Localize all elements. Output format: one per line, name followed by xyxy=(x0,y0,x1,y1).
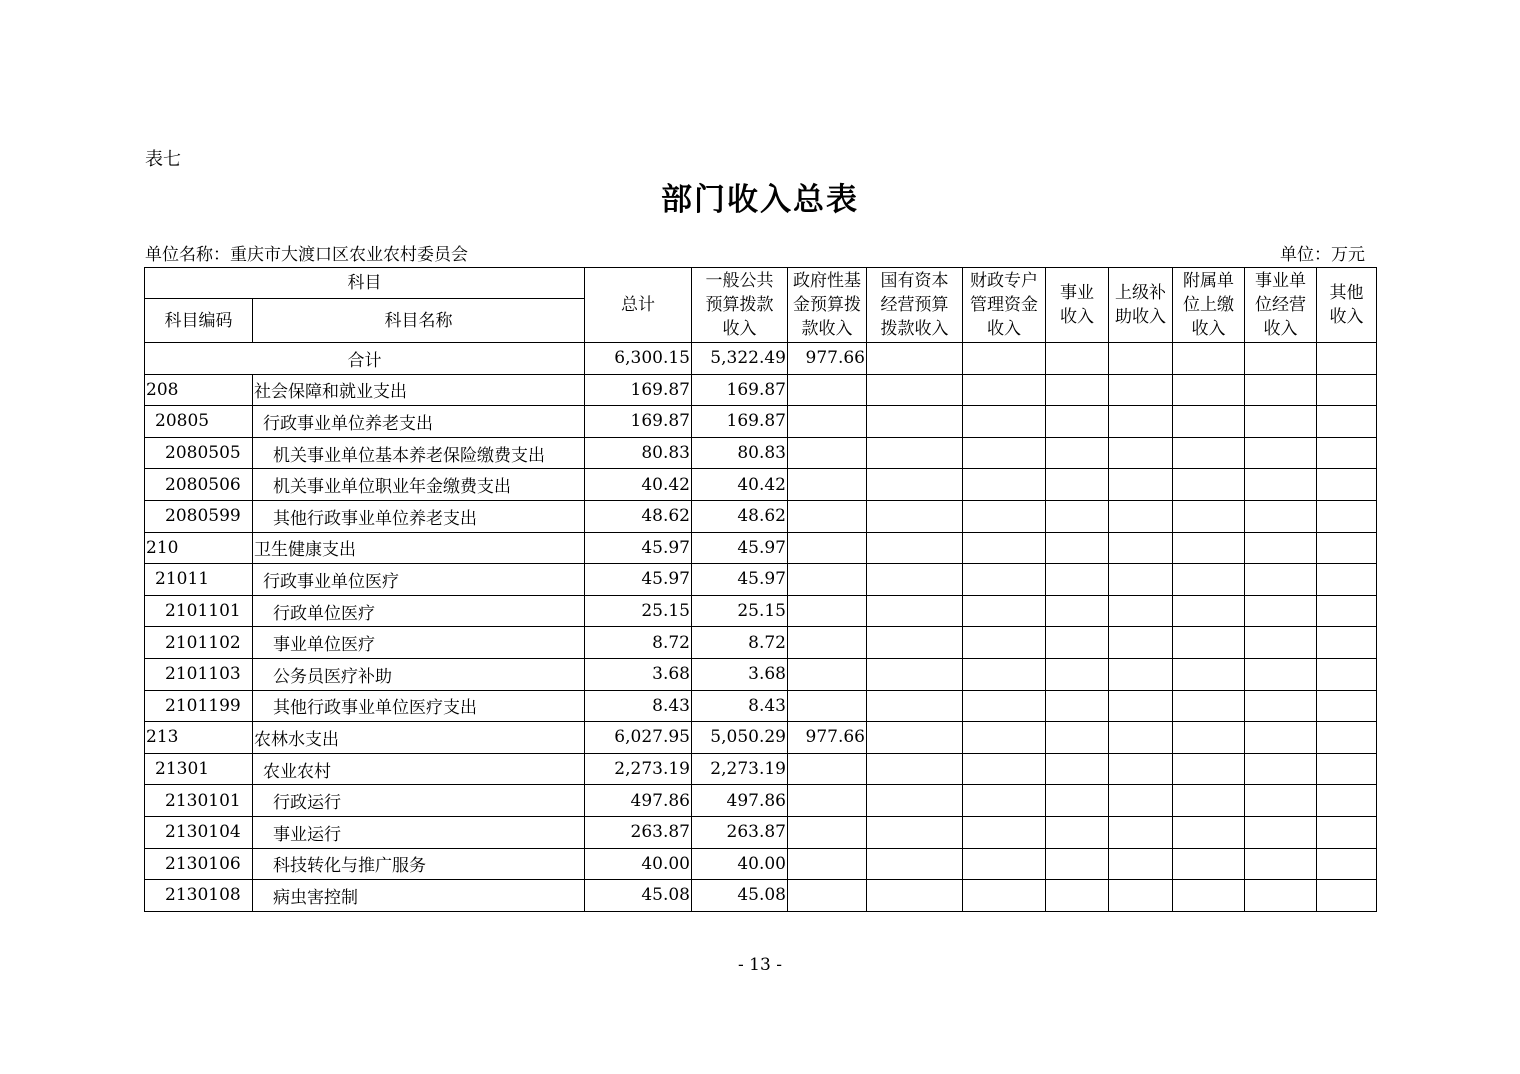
row-name: 机关事业单位基本养老保险缴费支出 xyxy=(253,437,585,469)
row-general: 263.87 xyxy=(692,816,788,848)
empty-cell xyxy=(1109,564,1173,596)
row-name: 事业单位医疗 xyxy=(253,627,585,659)
empty-cell xyxy=(1046,500,1109,532)
row-gov-fund xyxy=(788,848,867,880)
row-total: 25.15 xyxy=(585,595,692,627)
empty-cell xyxy=(1317,785,1377,817)
header-code: 科目编码 xyxy=(145,299,253,343)
empty-cell xyxy=(1317,627,1377,659)
row-general: 8.72 xyxy=(692,627,788,659)
empty-cell xyxy=(867,816,963,848)
row-gov-fund xyxy=(788,880,867,912)
header-upper-subsidy: 上级补 助收入 xyxy=(1109,268,1173,343)
empty-cell xyxy=(1173,406,1245,438)
empty-cell xyxy=(1046,753,1109,785)
empty-cell xyxy=(867,469,963,501)
row-code: 2101101 xyxy=(145,595,253,627)
header-gov-fund: 政府性基 金预算拨 款收入 xyxy=(788,268,867,343)
empty-cell xyxy=(867,690,963,722)
row-name: 卫生健康支出 xyxy=(253,532,585,564)
header-business-income: 事业 收入 xyxy=(1046,268,1109,343)
row-general: 80.83 xyxy=(692,437,788,469)
row-general: 40.42 xyxy=(692,469,788,501)
empty-cell xyxy=(1245,880,1317,912)
empty-cell xyxy=(1317,658,1377,690)
empty-cell xyxy=(1245,627,1317,659)
header-subject: 科目 xyxy=(145,268,585,299)
empty-cell xyxy=(1109,816,1173,848)
empty-cell xyxy=(1046,595,1109,627)
row-total: 40.42 xyxy=(585,469,692,501)
empty-cell xyxy=(1317,437,1377,469)
empty-cell xyxy=(1245,753,1317,785)
income-table xyxy=(144,267,1377,912)
empty-cell xyxy=(867,753,963,785)
empty-cell xyxy=(1317,722,1377,754)
empty-cell xyxy=(867,500,963,532)
row-total: 2,273.19 xyxy=(585,753,692,785)
empty-cell xyxy=(1173,753,1245,785)
empty-cell xyxy=(1046,627,1109,659)
empty-cell xyxy=(1046,564,1109,596)
header-general-budget: 一般公共 预算拨款 收入 xyxy=(692,268,788,343)
empty-cell xyxy=(963,437,1046,469)
table-row xyxy=(145,848,1377,880)
empty-cell xyxy=(867,627,963,659)
row-name: 病虫害控制 xyxy=(253,880,585,912)
row-general: 169.87 xyxy=(692,374,788,406)
row-gov-fund xyxy=(788,658,867,690)
empty-cell xyxy=(1109,690,1173,722)
empty-cell xyxy=(1317,880,1377,912)
empty-cell xyxy=(1109,374,1173,406)
empty-cell xyxy=(963,374,1046,406)
empty-cell xyxy=(867,722,963,754)
empty-cell xyxy=(1245,374,1317,406)
empty-cell xyxy=(1173,437,1245,469)
row-name: 事业运行 xyxy=(253,816,585,848)
row-name: 行政单位医疗 xyxy=(253,595,585,627)
table-row xyxy=(145,690,1377,722)
empty-cell xyxy=(963,753,1046,785)
total-label: 合计 xyxy=(145,343,585,375)
empty-cell xyxy=(867,564,963,596)
empty-cell xyxy=(1046,816,1109,848)
table-row xyxy=(145,627,1377,659)
row-name: 行政运行 xyxy=(253,785,585,817)
empty-cell xyxy=(1173,848,1245,880)
empty-cell xyxy=(867,437,963,469)
row-name: 社会保障和就业支出 xyxy=(253,374,585,406)
table-row xyxy=(145,658,1377,690)
row-gov-fund xyxy=(788,500,867,532)
row-total: 45.08 xyxy=(585,880,692,912)
table-row xyxy=(145,785,1377,817)
row-total: 497.86 xyxy=(585,785,692,817)
header-name: 科目名称 xyxy=(253,299,585,343)
empty-cell xyxy=(1317,848,1377,880)
row-total: 263.87 xyxy=(585,816,692,848)
unit-name: 单位名称：重庆市大渡口区农业农村委员会 xyxy=(145,245,468,265)
row-total: 169.87 xyxy=(585,374,692,406)
row-general: 48.62 xyxy=(692,500,788,532)
row-total: 45.97 xyxy=(585,564,692,596)
empty-cell xyxy=(1109,500,1173,532)
empty-cell xyxy=(1109,437,1173,469)
row-total: 6,027.95 xyxy=(585,722,692,754)
empty-cell xyxy=(1046,880,1109,912)
row-total: 169.87 xyxy=(585,406,692,438)
row-gov-fund xyxy=(788,564,867,596)
empty-cell xyxy=(1173,595,1245,627)
empty-cell xyxy=(867,848,963,880)
empty-cell xyxy=(1109,406,1173,438)
empty-cell xyxy=(1245,406,1317,438)
empty-cell xyxy=(1317,374,1377,406)
empty-cell xyxy=(1173,658,1245,690)
table-row xyxy=(145,500,1377,532)
empty-cell xyxy=(1109,848,1173,880)
table-row xyxy=(145,595,1377,627)
empty-cell xyxy=(963,469,1046,501)
row-total: 40.00 xyxy=(585,848,692,880)
row-gov-fund xyxy=(788,406,867,438)
empty-cell xyxy=(1046,437,1109,469)
empty-cell xyxy=(1109,627,1173,659)
row-total: 3.68 xyxy=(585,658,692,690)
empty-cell xyxy=(1109,532,1173,564)
row-gov-fund xyxy=(788,690,867,722)
row-name: 其他行政事业单位养老支出 xyxy=(253,500,585,532)
row-gov-fund xyxy=(788,627,867,659)
empty-cell xyxy=(867,595,963,627)
row-total: 80.83 xyxy=(585,437,692,469)
row-name: 农林水支出 xyxy=(253,722,585,754)
row-code: 2080505 xyxy=(145,437,253,469)
row-total: 8.72 xyxy=(585,627,692,659)
row-name: 机关事业单位职业年金缴费支出 xyxy=(253,469,585,501)
row-general: 5,050.29 xyxy=(692,722,788,754)
empty-cell xyxy=(1317,500,1377,532)
empty-cell xyxy=(1317,406,1377,438)
header-total: 总计 xyxy=(585,268,692,343)
row-code: 21301 xyxy=(145,753,253,785)
empty-cell xyxy=(867,880,963,912)
row-general: 8.43 xyxy=(692,690,788,722)
table-row xyxy=(145,722,1377,754)
row-general: 45.97 xyxy=(692,532,788,564)
row-gov-fund xyxy=(788,532,867,564)
empty-cell xyxy=(1109,785,1173,817)
empty-cell xyxy=(1317,564,1377,596)
empty-cell xyxy=(1109,722,1173,754)
empty-cell xyxy=(1317,816,1377,848)
empty-cell xyxy=(963,627,1046,659)
empty-cell xyxy=(1245,564,1317,596)
empty-cell xyxy=(1245,785,1317,817)
row-code: 210 xyxy=(145,532,253,564)
empty-cell xyxy=(963,848,1046,880)
empty-cell xyxy=(1046,374,1109,406)
table-row xyxy=(145,469,1377,501)
empty-cell xyxy=(867,406,963,438)
row-total: 45.97 xyxy=(585,532,692,564)
empty-cell xyxy=(1317,753,1377,785)
empty-cell xyxy=(963,564,1046,596)
empty-cell xyxy=(1109,753,1173,785)
row-general: 3.68 xyxy=(692,658,788,690)
empty-cell xyxy=(1173,627,1245,659)
empty-cell xyxy=(963,722,1046,754)
page-title: 部门收入总表 xyxy=(661,182,859,218)
row-gov-fund xyxy=(788,816,867,848)
empty-cell xyxy=(1046,532,1109,564)
empty-cell xyxy=(1046,406,1109,438)
row-code: 2130106 xyxy=(145,848,253,880)
row-general: 45.08 xyxy=(692,880,788,912)
empty-cell xyxy=(1173,374,1245,406)
empty-cell xyxy=(963,785,1046,817)
empty-cell xyxy=(867,374,963,406)
row-gov-fund xyxy=(788,753,867,785)
row-code: 2101102 xyxy=(145,627,253,659)
total-general: 5,322.49 xyxy=(692,343,788,375)
empty-cell xyxy=(1046,785,1109,817)
empty-cell xyxy=(963,880,1046,912)
empty-cell xyxy=(1173,469,1245,501)
empty-cell xyxy=(1317,532,1377,564)
unit-label: 单位：万元 xyxy=(1280,245,1365,265)
empty-cell xyxy=(1245,722,1317,754)
table-row xyxy=(145,753,1377,785)
header-other: 其他 收入 xyxy=(1317,268,1377,343)
empty-cell xyxy=(1173,816,1245,848)
header-affiliated: 附属单 位上缴 收入 xyxy=(1173,268,1245,343)
header-business-unit: 事业单 位经营 收入 xyxy=(1245,268,1317,343)
row-code: 20805 xyxy=(145,406,253,438)
empty-cell xyxy=(1317,690,1377,722)
row-code: 2101199 xyxy=(145,690,253,722)
row-general: 25.15 xyxy=(692,595,788,627)
empty-cell xyxy=(1173,690,1245,722)
total-gov-fund: 977.66 xyxy=(788,343,867,375)
table-row xyxy=(145,406,1377,438)
table-tag: 表七 xyxy=(145,149,181,170)
empty-cell xyxy=(963,595,1046,627)
row-gov-fund: 977.66 xyxy=(788,722,867,754)
empty-cell xyxy=(867,785,963,817)
row-code: 2080506 xyxy=(145,469,253,501)
empty-cell xyxy=(1317,469,1377,501)
empty-cell xyxy=(1109,595,1173,627)
table-row xyxy=(145,532,1377,564)
empty-cell xyxy=(1173,722,1245,754)
empty-cell xyxy=(1173,532,1245,564)
total-sum: 6,300.15 xyxy=(585,343,692,375)
total-row xyxy=(145,343,1377,375)
empty-cell xyxy=(1245,848,1317,880)
empty-cell xyxy=(1317,595,1377,627)
empty-cell xyxy=(1046,722,1109,754)
empty-cell xyxy=(867,532,963,564)
row-name: 行政事业单位养老支出 xyxy=(253,406,585,438)
empty-cell xyxy=(1245,595,1317,627)
row-gov-fund xyxy=(788,374,867,406)
table-row xyxy=(145,564,1377,596)
empty-cell xyxy=(1046,469,1109,501)
empty-cell xyxy=(1109,658,1173,690)
row-gov-fund xyxy=(788,785,867,817)
empty-cell xyxy=(1046,848,1109,880)
row-name: 科技转化与推广服务 xyxy=(253,848,585,880)
empty-cell xyxy=(963,406,1046,438)
row-general: 40.00 xyxy=(692,848,788,880)
row-code: 2080599 xyxy=(145,500,253,532)
empty-cell xyxy=(1046,658,1109,690)
table-row xyxy=(145,816,1377,848)
empty-cell xyxy=(1173,500,1245,532)
empty-cell xyxy=(963,500,1046,532)
row-general: 169.87 xyxy=(692,406,788,438)
table-row xyxy=(145,374,1377,406)
row-code: 208 xyxy=(145,374,253,406)
row-name: 公务员医疗补助 xyxy=(253,658,585,690)
empty-cell xyxy=(1245,658,1317,690)
row-gov-fund xyxy=(788,469,867,501)
row-code: 2130108 xyxy=(145,880,253,912)
empty-cell xyxy=(1173,880,1245,912)
empty-cell xyxy=(1046,690,1109,722)
row-code: 2130104 xyxy=(145,816,253,848)
row-gov-fund xyxy=(788,437,867,469)
empty-cell xyxy=(1245,532,1317,564)
row-general: 2,273.19 xyxy=(692,753,788,785)
empty-cell xyxy=(867,658,963,690)
empty-cell xyxy=(963,532,1046,564)
row-code: 213 xyxy=(145,722,253,754)
row-name: 其他行政事业单位医疗支出 xyxy=(253,690,585,722)
empty-cell xyxy=(1245,500,1317,532)
row-code: 2130101 xyxy=(145,785,253,817)
empty-cell xyxy=(1173,564,1245,596)
empty-cell xyxy=(963,816,1046,848)
row-total: 8.43 xyxy=(585,690,692,722)
row-code: 21011 xyxy=(145,564,253,596)
row-gov-fund xyxy=(788,595,867,627)
empty-cell xyxy=(1109,880,1173,912)
empty-cell xyxy=(1245,816,1317,848)
table-row xyxy=(145,437,1377,469)
empty-cell xyxy=(1245,437,1317,469)
empty-cell xyxy=(1173,785,1245,817)
row-total: 48.62 xyxy=(585,500,692,532)
header-state-capital: 国有资本 经营预算 拨款收入 xyxy=(867,268,963,343)
row-name: 行政事业单位医疗 xyxy=(253,564,585,596)
page-number: - 13 - xyxy=(738,955,782,975)
table-row xyxy=(145,880,1377,912)
row-code: 2101103 xyxy=(145,658,253,690)
header-fiscal-special: 财政专户 管理资金 收入 xyxy=(963,268,1046,343)
row-general: 497.86 xyxy=(692,785,788,817)
row-name: 农业农村 xyxy=(253,753,585,785)
empty-cell xyxy=(1245,469,1317,501)
row-general: 45.97 xyxy=(692,564,788,596)
empty-cell xyxy=(963,690,1046,722)
empty-cell xyxy=(963,658,1046,690)
empty-cell xyxy=(1245,690,1317,722)
empty-cell xyxy=(1109,469,1173,501)
